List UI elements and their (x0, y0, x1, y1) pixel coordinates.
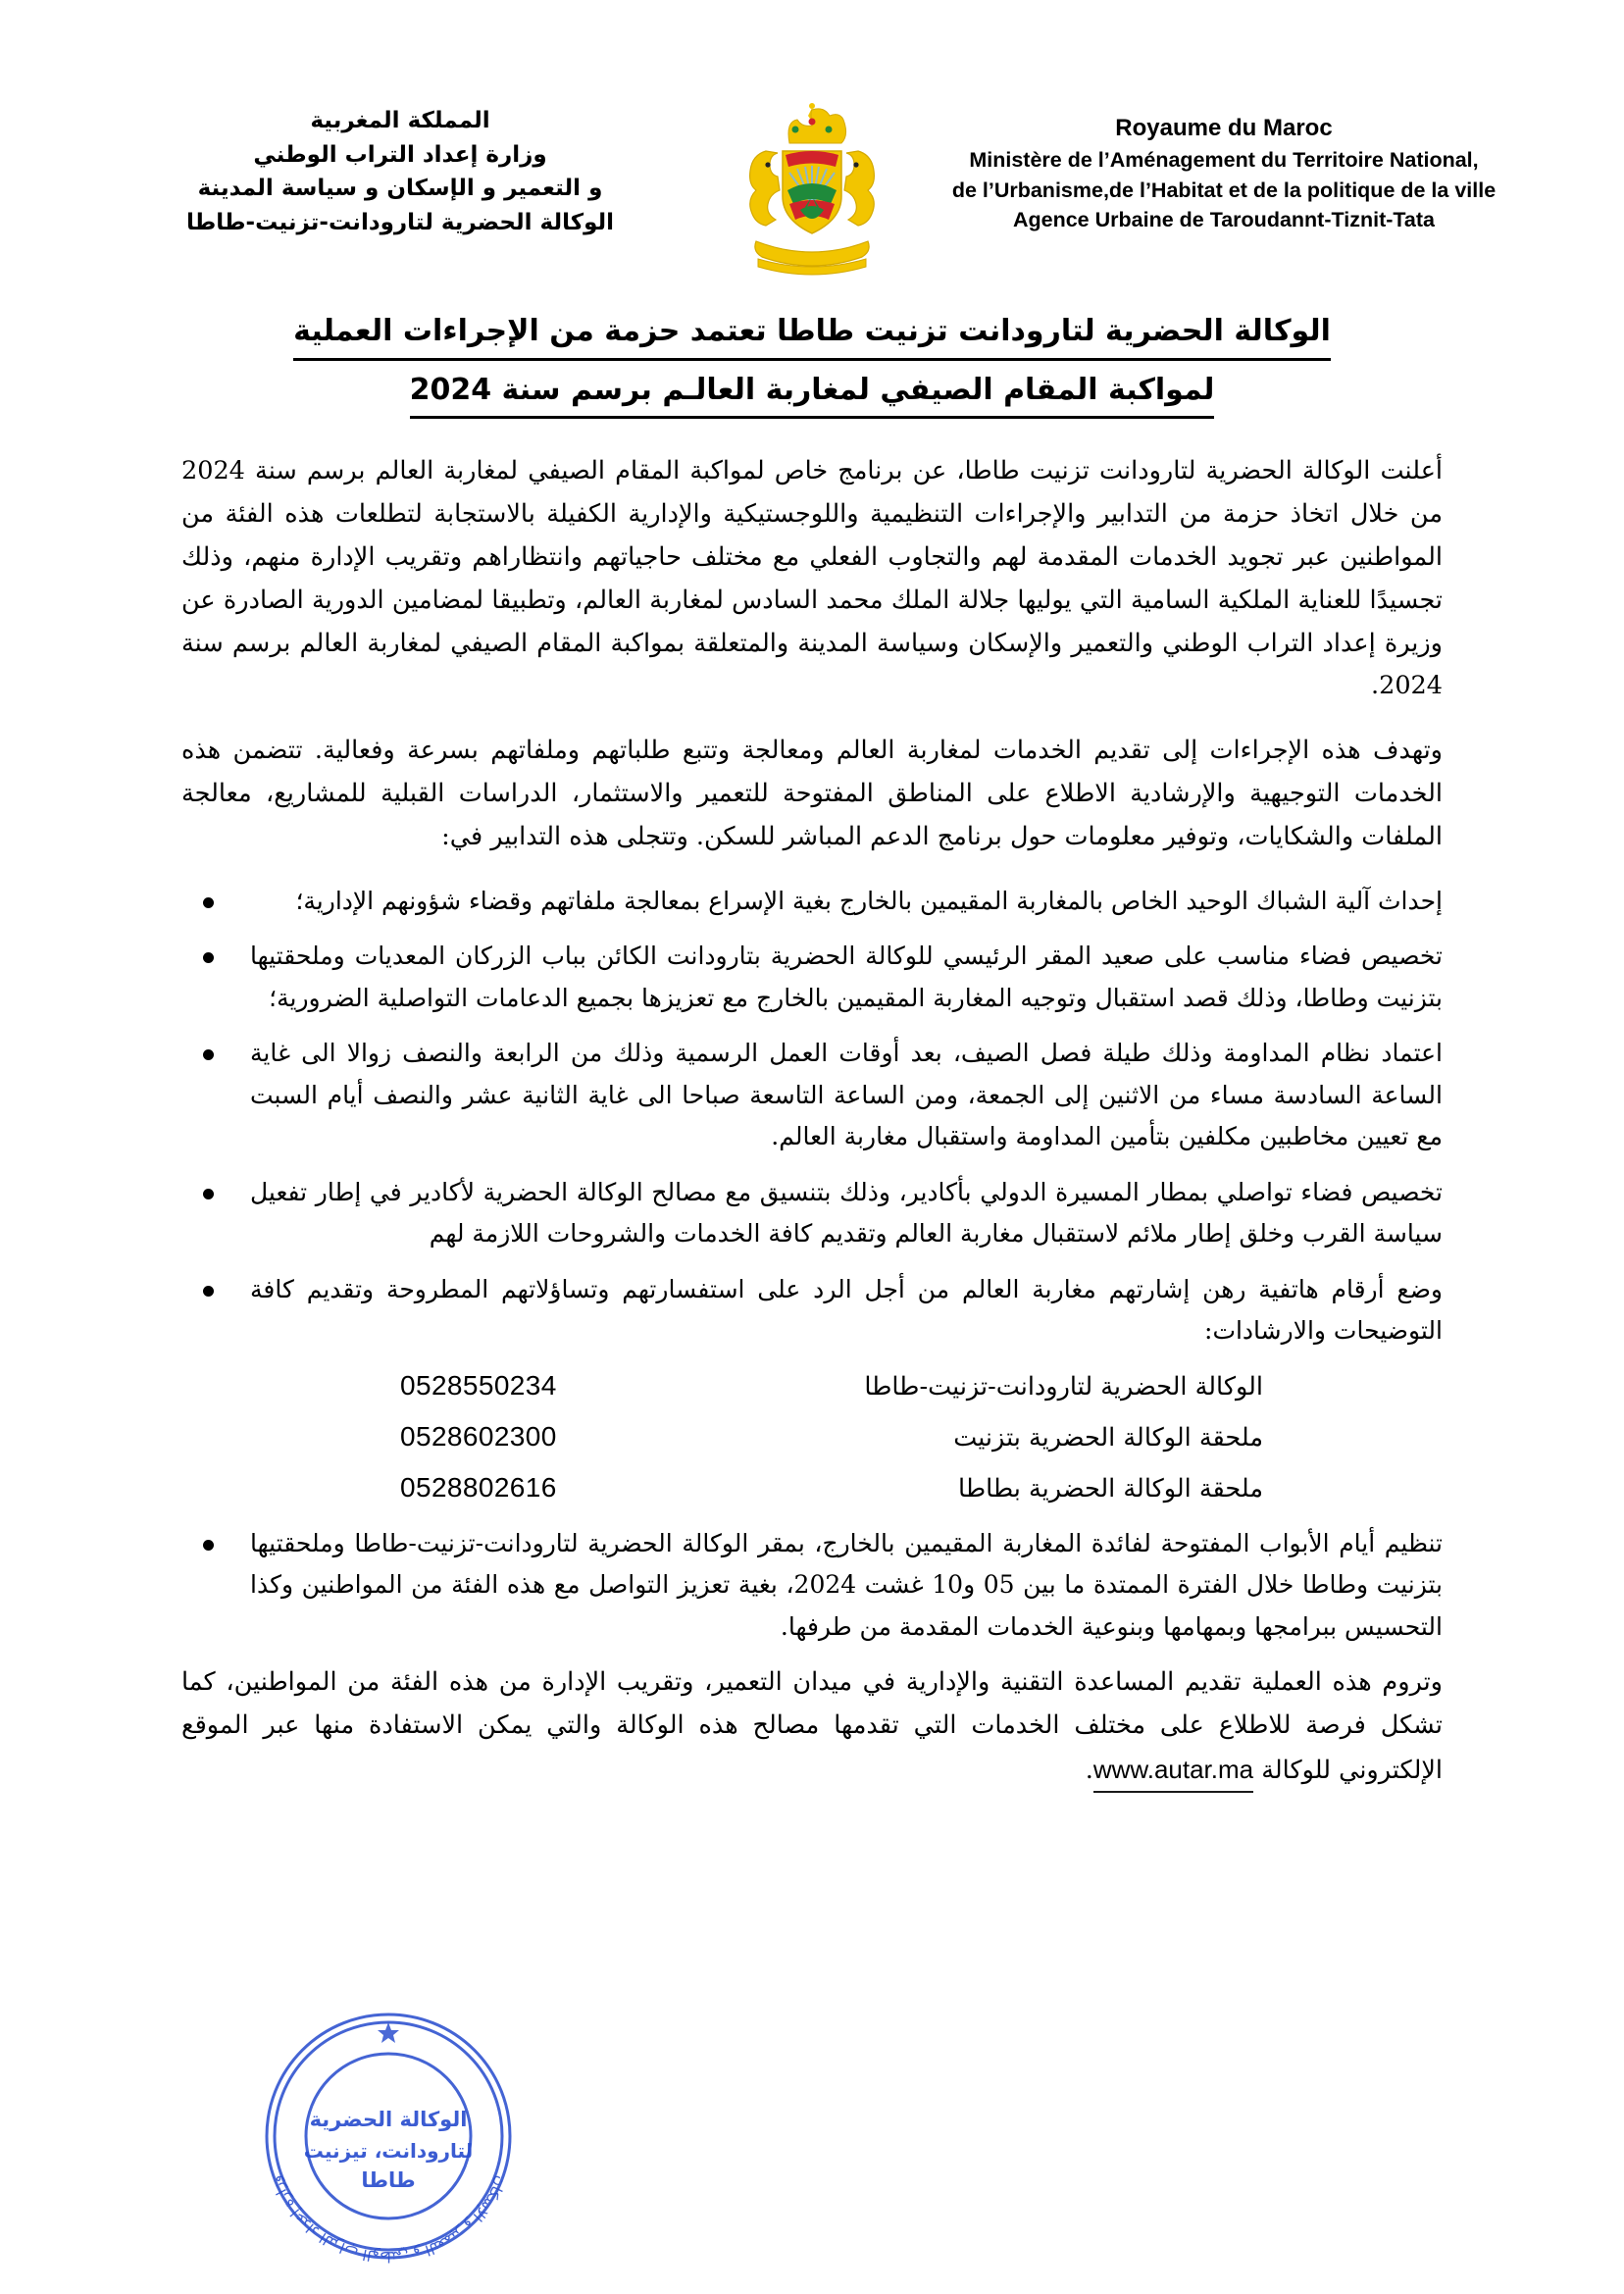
list-item: اعتماد نظام المداومة وذلك طيلة فصل الصيف، بعد أوقات العمل الرسمية وذلك من الرابعة والنصف زوالا الى غاية الساعة السادسة مساء من الاثنين إلى الجمعة، ومن الساعة التاسعة صباحا الى غاية الثانية عشر والنصف أيام السبت مع تعيين مخاطبين مكلفين بتأمين المداومة واستقبال مغاربة العالم. (181, 1033, 1443, 1158)
list-item: تخصيص فضاء تواصلي بمطار المسيرة الدولي بأكادير، وذلك بتنسيق مع مصالح الوكالة الحضرية لأكادير في إطار تفعيل سياسة القرب وخلق إطار ملائم لاستقبال مغاربة العالم وتقديم كافة الخدمات والشروحات اللازمة لهم (181, 1172, 1443, 1255)
contacts-table (351, 1370, 1273, 1505)
paragraph-objectives: وتهدف هذه الإجراءات إلى تقديم الخدمات لمغاربة العالم ومعالجة وتتبع طلباتهم وملفاتهم بسرعة وفعالية. تتضمن هذه الخدمات التوجيهية والإرشادية الاطلاع على المناطق المفتوحة للتعمير والاستثمار، الدراسات القبلية للمشاريع، معالجة الملفات والشكايات، وتوفير معلومات حول برنامج الدعم المباشر للسكن. وتتجلى هذه التدابير في: (181, 736, 1443, 852)
letterhead (0, 0, 1624, 280)
stamp-center-line2: لتارودانت، تيزنيت (303, 2139, 474, 2163)
paragraph-intro: أعلنت الوكالة الحضرية لتارودانت تزنيت طاطا، عن برنامج خاص لمواكبة المقام الصيفي لمغاربة العالم برسم سنة 2024 من خلال اتخاذ حزمة من التدابير والإجراءات التنظيمية واللوجستيكية والإدارية الكفيلة بالاستجابة لتطلعات هذه الفئة من المواطنين عبر تجويد الخدمات المقدمة لهم والتجاوب الفعلي مع مختلف حاجياتهم وانتظاراهم وتقريب الإدارة منهم، وذلك تجسيدًا للعناية الملكية السامية التي يوليها جلالة الملك محمد السادس لمغاربة العالم، وتطبيقا لمضامين الدورية الصادرة عن وزيرة إعداد التراب الوطني والتعمير والإسكان وسياسة المدينة والمتعلقة بمواكبة المقام الصيفي لمغاربة العالم برسم سنة 2024. (181, 456, 1443, 701)
arabic-kingdom-line: المملكة المغربية (310, 108, 490, 133)
french-agency-line: Agence Urbaine de Taroudannt-Tiznit-Tata (1012, 208, 1436, 232)
contact-name: ملحقة الوكالة الحضرية بطاطا (958, 1473, 1263, 1504)
open-days-list (181, 1523, 1443, 1649)
french-kingdom-line: Royaume du Maroc (1115, 115, 1333, 141)
stamp-center-line1: الوكالة الحضرية (309, 2108, 468, 2131)
table-row (351, 1472, 1273, 1505)
measures-list (181, 881, 1443, 1352)
closing-text: وتروم هذه العملية تقديم المساعدة التقنية والإدارية في ميدان التعمير، وتقريب الإدارة من هذه الفئة من المواطنين، كما تشكل فرصة للاطلاع على مختلف الخدمات التي تقدمها مصالح هذه الوكالة والتي يمكن الاستفادة منها عبر الموقع الإلكتروني للوكالة (181, 1667, 1443, 1785)
table-row (351, 1370, 1273, 1403)
agency-website-link[interactable]: www.autar.ma (1093, 1748, 1253, 1794)
list-item: وضع أرقام هاتفية رهن إشارتهم مغاربة العالم من أجل الرد على استفسارتهم وتساؤلاتهم المطروحة وتقديم كافة التوضيحات والارشادات: (181, 1269, 1443, 1352)
paragraph-closing (181, 1661, 1443, 1793)
stamp-center-line3: طاطا (361, 2168, 416, 2192)
contact-phone: 0528602300 (400, 1420, 557, 1452)
closing-period: . (1085, 1755, 1093, 1785)
letterhead-french (930, 94, 1518, 235)
contact-phone: 0528550234 (400, 1369, 557, 1401)
contact-phone: 0528802616 (400, 1471, 557, 1503)
list-item: تنظيم أيام الأبواب المفتوحة لفائدة المغاربة المقيمين بالخارج، بمقر الوكالة الحضرية لتارودانت-تزنيت-طاطا وملحقتيها بتزنيت وطاطا خلال الفترة الممتدة ما بين 05 و10 غشت 2024، بغية تعزيز التواصل مع هذه الفئة من المواطنين وكذا التحسيس ببرامجها وبمهامها وبنوعية الخدمات المقدمة من طرفها. (181, 1523, 1443, 1649)
title-line-2: لمواكبة المقام الصيفي لمغاربة العالـم برسم سنة 2024 (410, 367, 1215, 420)
document-body (181, 425, 1443, 1793)
list-item: إحداث آلية الشباك الوحيد الخاص بالمغاربة المقيمين بالخارج بغية الإسراع بمعالجة ملفاتهم وقضاء شؤونهم الإدارية؛ (181, 881, 1443, 923)
svg-text:وزارة إعداد التراب الوطني و ال: وزارة إعداد التراب الوطني و التعمير و الإسكان (266, 2172, 511, 2267)
french-ministry-line1: Ministère de l’Aménagement du Territoire National, (969, 148, 1479, 173)
contact-name: ملحقة الوكالة الحضرية بتزنيت (953, 1422, 1263, 1453)
list-item: تخصيص فضاء مناسب على صعيد المقر الرئيسي للوكالة الحضرية بتارودانت الكائن بباب الزركان المعديات وملحقتيها بتزنيت وطاطا، وذلك قصد استقبال وتوجيه المغاربة المقيمين بالخارج مع تعزيزها بجميع الدعامات التواصلية الضرورية؛ (181, 936, 1443, 1019)
arabic-ministry-line2: و التعمير و الإسكان و سياسة المدينة (197, 176, 603, 201)
letterhead-arabic (106, 94, 694, 239)
contact-name: الوكالة الحضرية لتارودانت-تزنيت-طاطا (864, 1371, 1263, 1402)
coat-of-arms-icon (729, 94, 895, 280)
official-stamp (241, 1989, 565, 2283)
page-title (175, 308, 1449, 425)
table-row (351, 1421, 1273, 1454)
arabic-agency-line: الوكالة الحضرية لتارودانت-تزنيت-طاطا (185, 209, 615, 235)
arabic-ministry-line1: وزارة إعداد التراب الوطني (253, 141, 547, 168)
title-line-1: الوكالة الحضرية لتارودانت تزنيت طاطا تعتمد حزمة من الإجراءات العملية (293, 308, 1331, 361)
french-ministry-line2: de l’Urbanisme,de l’Habitat et de la politique de la ville (951, 178, 1497, 202)
